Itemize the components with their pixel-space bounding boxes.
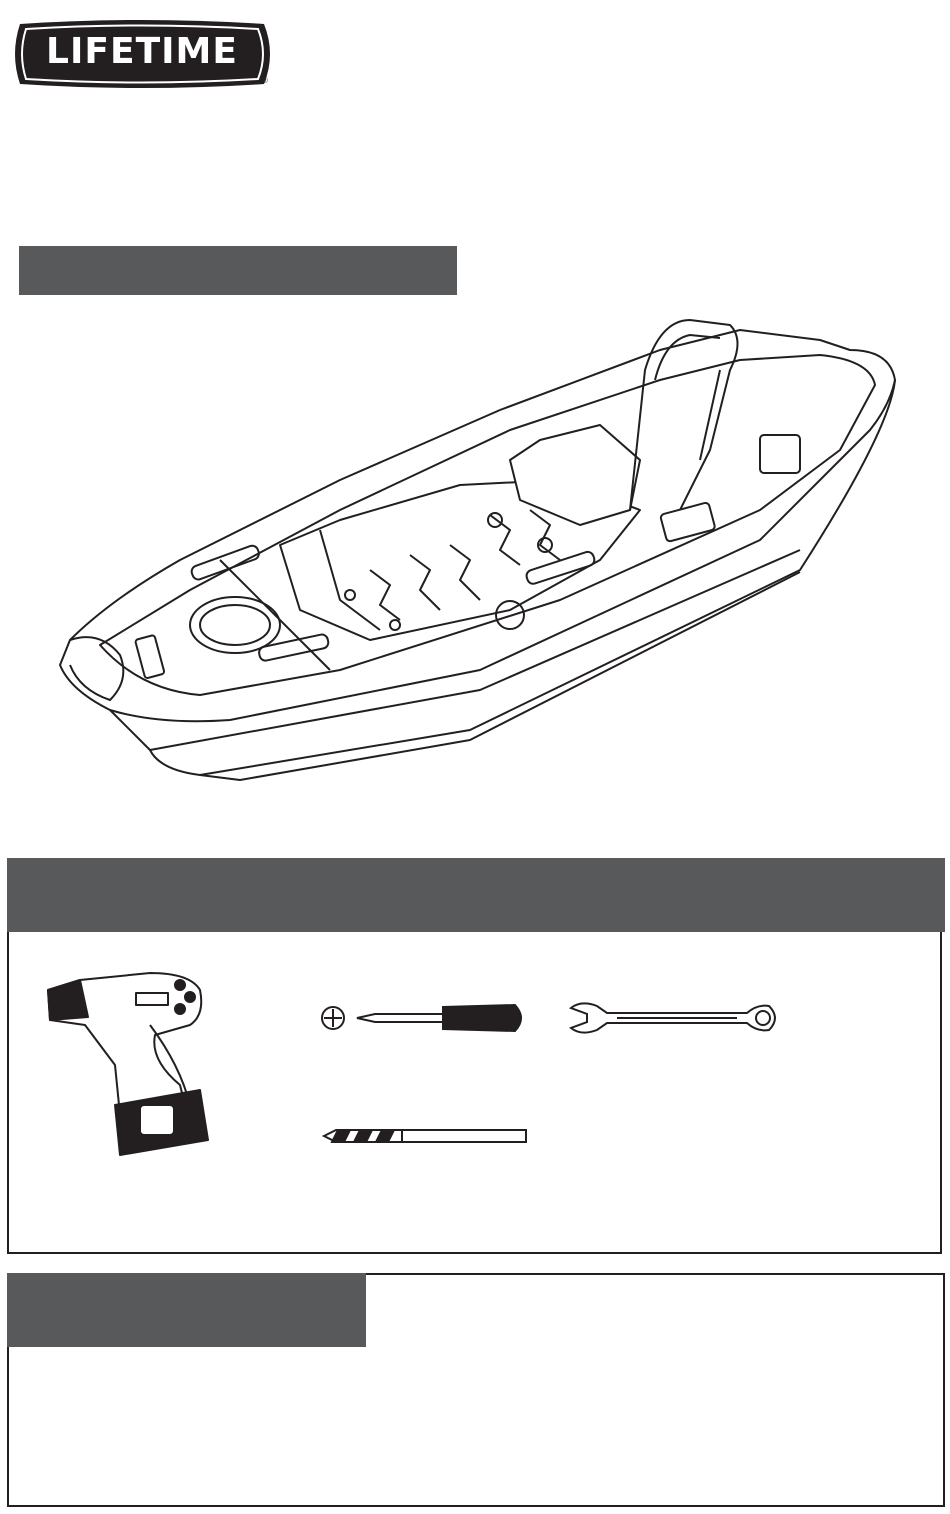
drill-bit-icon bbox=[320, 1125, 530, 1147]
phillips-screwdriver-icon bbox=[315, 1000, 530, 1036]
kayak-drawing bbox=[40, 310, 910, 790]
tools-section-header-bar bbox=[7, 858, 945, 932]
section-title-bar bbox=[19, 246, 457, 295]
lifetime-logo bbox=[14, 20, 278, 90]
parts-section-header-bar bbox=[7, 1273, 366, 1347]
logo-wordmark: LIFETIME bbox=[46, 31, 238, 72]
cordless-drill-icon bbox=[40, 965, 220, 1160]
logo-registered-mark: ® bbox=[262, 76, 268, 85]
combination-wrench-icon bbox=[567, 998, 783, 1038]
